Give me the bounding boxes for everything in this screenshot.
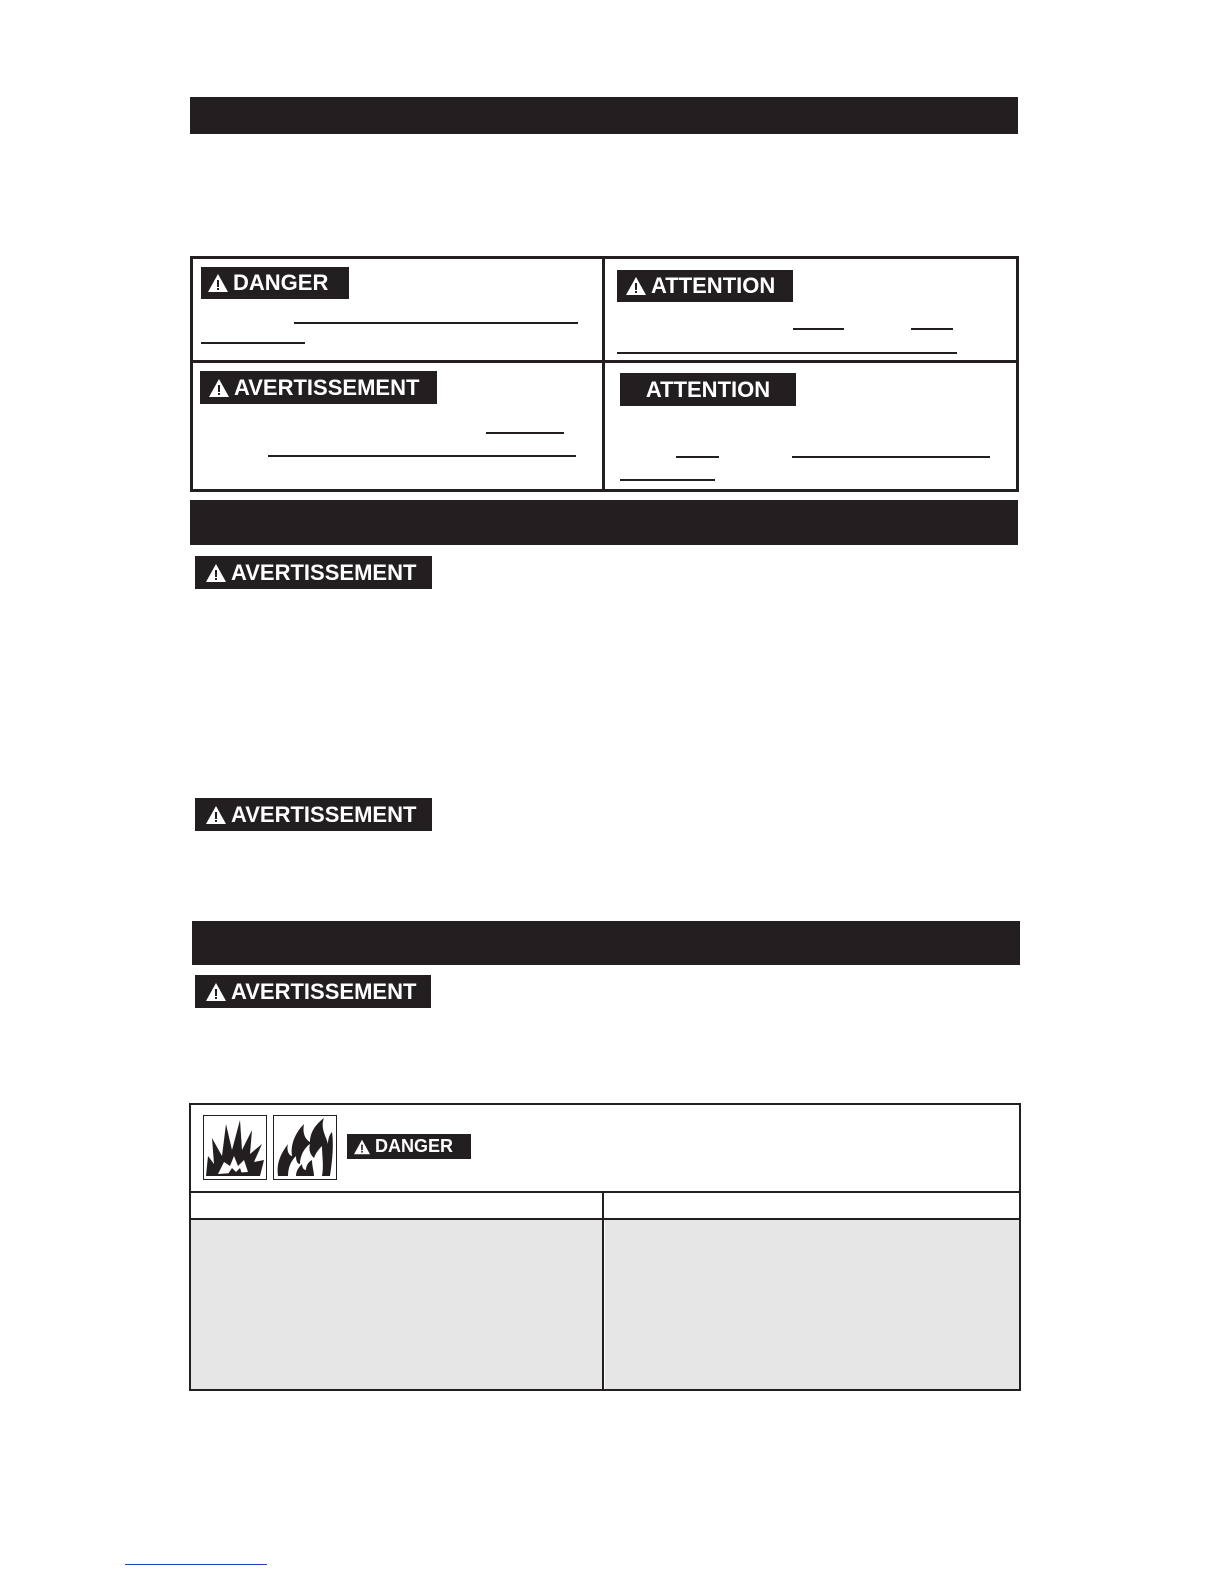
footer-link-underline: [125, 1564, 267, 1565]
underline: [486, 432, 564, 434]
signal-word-table-hdivider: [190, 360, 1019, 363]
signal-word-table-vdivider: [602, 256, 605, 492]
underline: [620, 479, 715, 481]
danger-label-text: DANGER: [233, 270, 329, 295]
section-header-bar-3: [192, 921, 1020, 965]
warning-triangle-icon: [205, 982, 227, 1002]
danger-label: [347, 1134, 471, 1159]
avertissement-label: [195, 975, 431, 1008]
avertissement-label-text: AVERTISSEMENT: [234, 374, 420, 400]
section-header-bar-1: [190, 97, 1018, 134]
warning-triangle-icon: [207, 273, 229, 293]
danger-label-text: DANGER: [375, 1136, 454, 1156]
warning-triangle-icon: [205, 805, 227, 825]
underline: [676, 456, 719, 458]
table-header-bottom-rule: [189, 1218, 1021, 1220]
fire-icon: [274, 1116, 335, 1178]
underline: [294, 322, 578, 324]
footer-link[interactable]: [125, 1554, 267, 1566]
underline: [793, 328, 844, 330]
avertissement-label: [195, 798, 432, 831]
warning-triangle-icon: [353, 1139, 371, 1155]
avertissement-label-text: AVERTISSEMENT: [231, 978, 417, 1004]
avertissement-label-text: AVERTISSEMENT: [231, 559, 417, 585]
attention-label-text: ATTENTION: [651, 273, 776, 298]
avertissement-label: [195, 556, 432, 589]
warning-triangle-icon: [205, 563, 227, 583]
warning-triangle-icon: [208, 378, 230, 398]
underline: [268, 455, 576, 457]
attention-notice-label: [620, 373, 796, 406]
fire-icon-frame: [273, 1115, 337, 1180]
attention-label: [617, 270, 793, 302]
underline: [201, 342, 305, 344]
danger-label: [201, 267, 349, 299]
table-right-column-shade: [605, 1220, 1019, 1389]
table-column-divider: [602, 1191, 604, 1391]
attention-notice-label-text: ATTENTION: [645, 376, 771, 402]
explosion-icon-frame: [203, 1115, 267, 1180]
underline: [911, 328, 953, 330]
section-header-bar-2: [190, 500, 1018, 545]
avertissement-label: [200, 371, 437, 404]
avertissement-label-text: AVERTISSEMENT: [231, 801, 417, 827]
explosion-icon: [204, 1116, 265, 1178]
warning-triangle-icon: [625, 276, 647, 296]
underline: [617, 352, 957, 354]
table-left-column-shade: [191, 1220, 602, 1389]
table-header-top-rule: [189, 1191, 1021, 1193]
underline: [792, 456, 990, 458]
